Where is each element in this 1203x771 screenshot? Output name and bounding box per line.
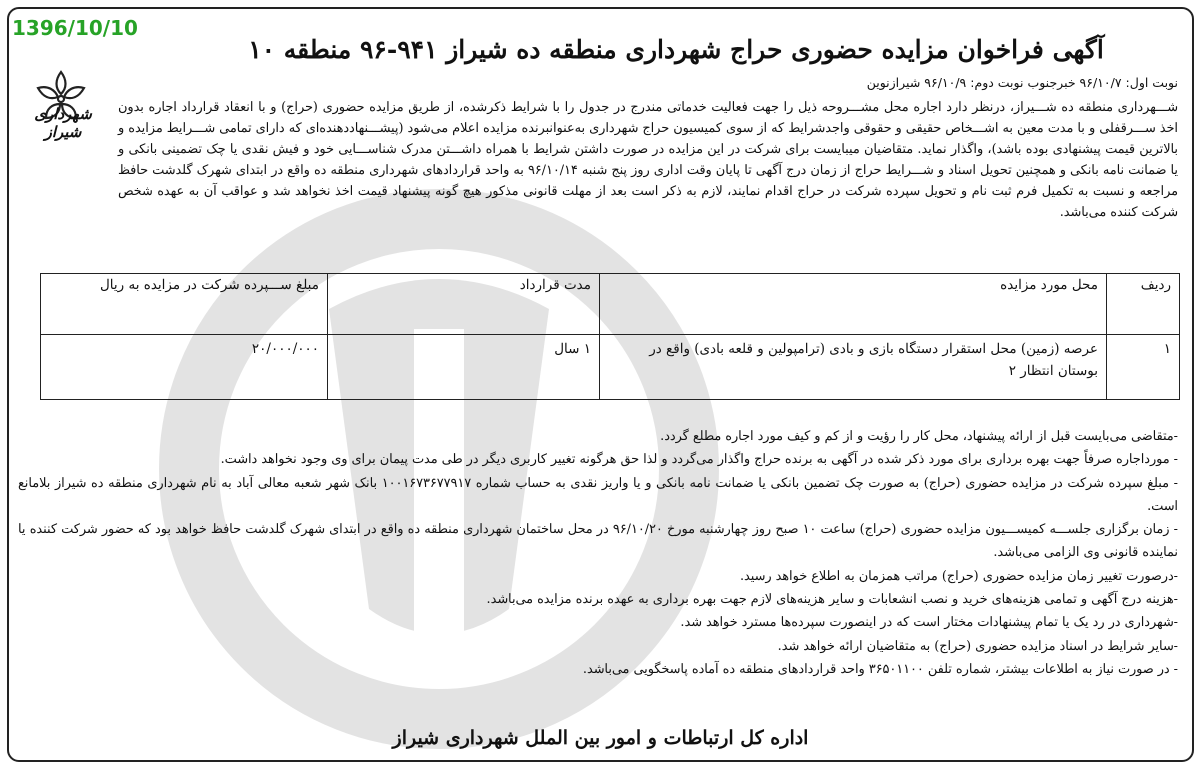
issuer-signature: اداره کل ارتباطات و امور بین الملل شهرداری شیراز xyxy=(392,727,809,749)
cell-duration: ۱ سال xyxy=(328,335,600,400)
table-header-row xyxy=(41,274,1180,335)
stamp-date: 1396/10/10 xyxy=(12,16,138,40)
intro-paragraph: شـــهرداری منطقه ده شـــیراز، درنظر دارد اجاره محل مشـــروحه ذیل را جهت فعالیت خدماتی مندرج در جدول را با شرایط ذکرشده، از طریق مزایده حضوری (حراج) و با انعقاد قرارداد اجاره بدون اخذ ســـرقفلی و با مدت معین به اشـــخاص حقیقی و حقوقی واجدشرایط که از سوی کمیسیون حراج شهرداری به‌عنوانبرنده مزایده اعلام می‌شود (پیشـــنهاددهنده‌ای که دارای تمامی شـــرایط مزایده و بالاترین قیمت پیشنهادی بوده باشد)، واگذار نماید. متقاضیان میبایست برای شرکت در این مزایده در صورت داشتن شرایط با همراه داشـــتن مدرک شناســـایی خود و فیش نقدی یا چک تضمینی بانکی و یا ضمانت نامه بانکی و همچنین تحویل اسناد و شـــرایط حراج از زمان درج آگهی تا پایان وقت اداری روز پنج شنبه ۹۶/۱۰/۱۴ به واحد قراردادهای شهرداری منطقه ده واقع در ابتدای شهرک گلدشت حافظ مراجعه و نسبت به تکمیل فرم ثبت نام و تحویل سپرده شرکت در حراج اقدام نمایند، لازم به ذکر است بعد از مهلت قانونی مذکور هیچ گونه پیشنهاد قیمت اخذ نخواهد شد و عواقب آن به عهده شخص شرکت کننده می‌باشد. xyxy=(118,100,1178,220)
announcement-title: آگهی فراخوان مزایده حضوری حراج شهرداری منطقه ده شیراز ۹۴۱-۹۶ منطقه ۱۰ xyxy=(248,35,1104,64)
auction-table xyxy=(40,273,1180,400)
header-duration: مدت قرارداد xyxy=(328,274,600,335)
condition-item: - مورداجاره صرفاً جهت بهره برداری برای مورد ذکر شده در آگهی به برنده حراج واگذار می‌گردد و لذا حق هرگونه تغییر کاربری دیگر در طی مدت پیمان برای وی وجود نخواهد داشت. xyxy=(220,452,1178,468)
cell-deposit: ۲۰/۰۰۰/۰۰۰ xyxy=(41,335,328,400)
table-row xyxy=(41,335,1180,400)
announcement-frame xyxy=(7,7,1194,762)
header-deposit: مبلغ ســـپرده شرکت در مزایده به ریال xyxy=(41,274,328,335)
header-row-number: ردیف xyxy=(1107,274,1180,335)
condition-item: -درصورت تغییر زمان مزایده حضوری (حراج) مراتب همزمان به اطلاع خواهد رسید. xyxy=(739,568,1178,584)
cell-row-number: ۱ xyxy=(1107,335,1180,400)
cell-location: عرصه (زمین) محل استقرار دستگاه بازی و بادی (ترامپولین و قلعه بادی) واقع در بوستان انتظار ۲ xyxy=(600,335,1107,400)
condition-item: -سایر شرایط در اسناد مزایده حضوری (حراج) به متقاضیان ارائه خواهد شد. xyxy=(777,638,1178,654)
condition-item: -هزینه درج آگهی و تمامی هزینه‌های خرید و نصب انشعابات و سایر هزینه‌های لازم جهت بهره برداری به عهده برنده مزایده می‌باشد. xyxy=(486,592,1178,608)
condition-item: -شهرداری در رد یک یا تمام پیشنهادات مختار است که در اینصورت سپرده‌ها مسترد خواهد شد. xyxy=(680,615,1178,631)
condition-item: - زمان برگزاری جلســـه کمیســـیون مزایده حضوری (حراج) ساعت ۱۰ صبح روز چهارشنبه مورخ ۹۶/۱۰/۲۰ در محل ساختمان شهرداری منطقه ده واقع در ابتدای شهرک گلدشت حافظ خواهد بود که حضور شرکت کننده یا نماینده قانونی وی الزامی می‌باشد. xyxy=(18,522,1178,561)
conditions-list xyxy=(18,425,1178,681)
condition-item: - مبلغ سپرده شرکت در مزایده حضوری (حراج) به صورت چک تضمین بانکی یا ضمانت نامه بانکی و یا واریز نقدی به حساب شماره ۱۰۰۱۶۷۳۶۷۷۹۱۷ بانک شهر شعبه معالی آباد به نام شهرداری منطقه ده شیراز بلامانع است. xyxy=(18,475,1178,514)
condition-item: -متقاضی می‌بایست قبل از ارائه پیشنهاد، محل کار را رؤیت و از کم و کیف مورد اجاره مطلع گردد. xyxy=(660,429,1178,444)
publication-dates: نوبت اول: ۹۶/۱۰/۷ خبرجنوب نوبت دوم: ۹۶/۱۰/۹ شیرازنوین xyxy=(866,75,1178,90)
logo-caption: شهرداری شیراز xyxy=(34,105,92,141)
condition-item: - در صورت نیاز به اطلاعات بیشتر، شماره تلفن ۳۶۵۰۱۱۰۰ واحد قراردادهای منطقه ده آماده پاسخگویی می‌باشد. xyxy=(582,661,1178,677)
header-location: محل مورد مزایده xyxy=(600,274,1107,335)
